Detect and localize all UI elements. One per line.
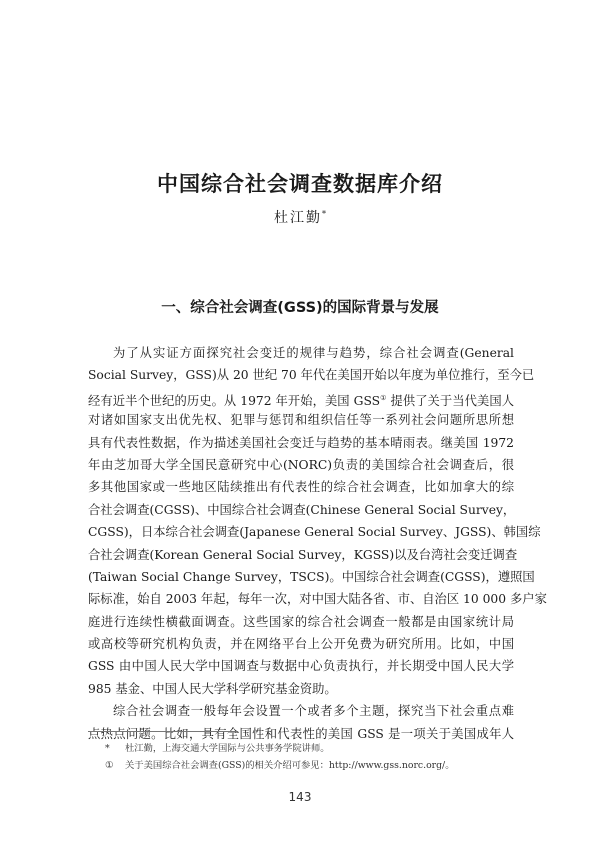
body-line: Social Survey，GSS)从 20 世纪 70 年代在美国开始以年度为单位推行，至今已 [88, 368, 535, 383]
body-line: GSS 由中国人民大学中国调查与数据中心负责执行，并长期受中国人民大学 [88, 659, 514, 674]
footnote-mark: * [105, 743, 110, 754]
body-line: (Taiwan Social Change Survey，TSCS)。中国综合社会调查(CGSS)，遵照国 [88, 569, 535, 584]
body-line: 年由芝加哥大学全国民意研究中心(NORC)负责的美国综合社会调查后，很 [88, 457, 514, 472]
body-line: 际标准，始自 2003 年起，每年一次，对中国大陆各省、市、自治区 10 000 多户家 [88, 592, 547, 607]
body-line-head: 经有近半个世纪的历史。从 1972 年开始，美国 GSS [88, 393, 381, 408]
body-line: 985 基金、中国人民大学科学研究基金资助。 [88, 681, 337, 696]
body-line: 庭进行连续性横截面调查。这些国家的综合社会调查一般都是由国家统计局 [88, 614, 514, 629]
article-title: 中国综合社会调查数据库介绍 [157, 172, 443, 196]
body-line: 多其他国家或一些地区陆续推出有代表性的综合社会调查，比如加拿大的综 [88, 480, 514, 495]
footnote-author [105, 740, 330, 754]
footnote-ref-mark: ① [380, 393, 387, 402]
body-line-tail: 提供了关于当代美国人 [390, 393, 514, 408]
footnote-gss [105, 757, 455, 771]
body-line: 具有代表性数据，作为描述美国社会变迁与趋势的基本晴雨表。继美国 1972 [88, 435, 514, 450]
body-text [88, 342, 547, 745]
body-line: 合社会调查(Korean General Social Survey，KGSS)以及台湾社会变迁调查 [88, 547, 518, 562]
body-line: 或高校等研究机构负责，并在网络平台上公开免费为研究所用。比如，中国 [88, 637, 514, 652]
body-line: CGSS)，日本综合社会调查(Japanese General Social Survey、JGSS)、韩国综 [88, 525, 541, 540]
footnote-text: 关于美国综合社会调查(GSS)的相关介绍可参见：http://www.gss.norc.org/。 [125, 760, 455, 771]
section-heading: 一、综合社会调查(GSS)的国际背景与发展 [161, 300, 439, 316]
footnote-divider [88, 731, 238, 732]
page-number: 143 [288, 790, 312, 804]
author-name: 杜江勤 [274, 210, 322, 226]
footnote-mark: ① [105, 760, 114, 771]
body-line: 为了从实证方面探究社会变迁的规律与趋势，综合社会调查(General [113, 346, 514, 360]
body-line-with-note [88, 387, 514, 409]
footnote-text: 杜江勤，上海交通大学国际与公共事务学院讲师。 [125, 743, 330, 754]
body-line: 点热点问题。比如，具有全国性和代表性的美国 GSS 是一项关于美国成年人 [88, 726, 514, 741]
author-byline [0, 207, 600, 227]
body-line: 合社会调查(CGSS)、中国综合社会调查(Chinese General Social Survey， [88, 502, 516, 517]
body-line: 综合社会调查一般每年会设置一个或者多个主题，探究当下社会重点难 [113, 704, 514, 719]
author-footnote-mark: * [322, 209, 326, 219]
body-line: 对诸如国家支出优先权、犯罪与惩罚和组织信任等一系列社会问题所思所想 [88, 413, 514, 428]
